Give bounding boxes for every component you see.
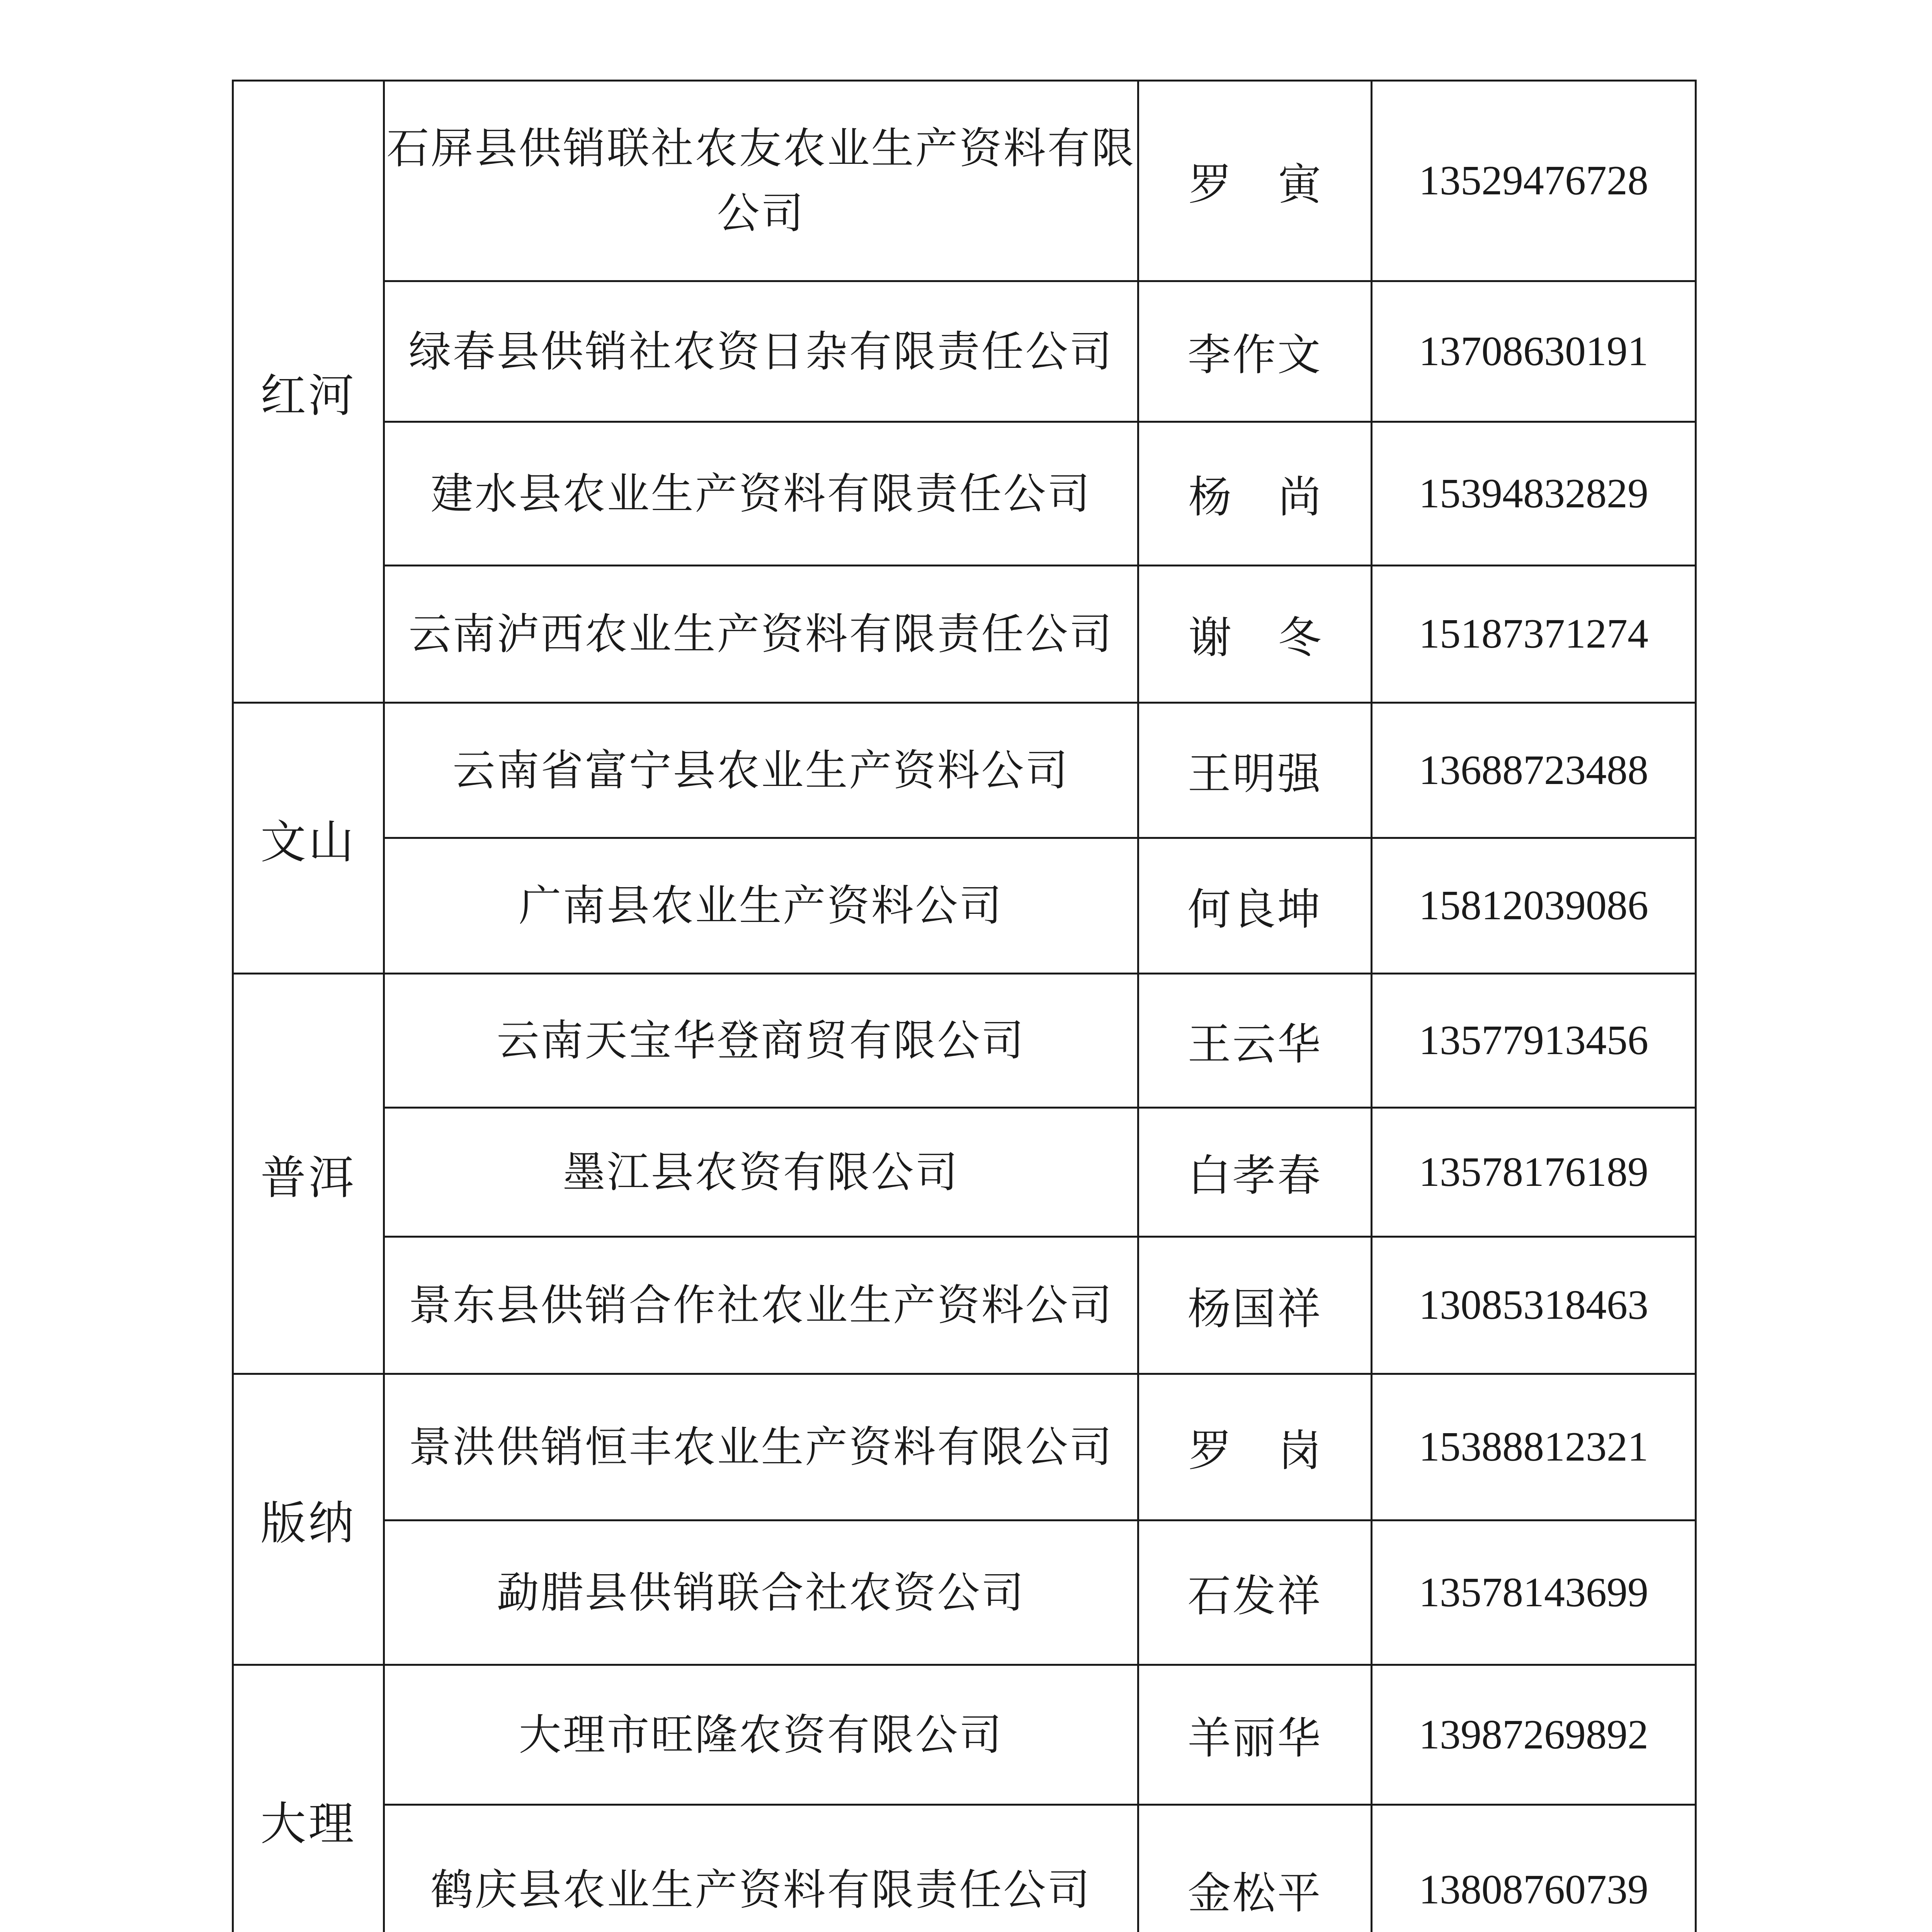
company-cell: 景洪供销恒丰农业生产资料有限公司 (384, 1374, 1138, 1520)
phone-cell: 13577913456 (1372, 974, 1696, 1108)
contact-person-name: 王云华 (1187, 1019, 1322, 1070)
region-cell: 大理 (233, 1665, 384, 1932)
contact-person-name: 白孝春 (1187, 1151, 1322, 1201)
phone-cell: 13987269892 (1372, 1665, 1696, 1805)
contact-person-name: 金松平 (1187, 1868, 1322, 1918)
company-cell: 石屏县供销联社农友农业生产资料有限公司 (384, 81, 1138, 281)
table-row (233, 1374, 1696, 1520)
contact-person-name: 羊丽华 (1187, 1713, 1322, 1764)
table-row (233, 838, 1696, 974)
company-cell: 云南泸西农业生产资料有限责任公司 (384, 566, 1138, 703)
company-cell: 绿春县供销社农资日杂有限责任公司 (384, 281, 1138, 422)
table-row (233, 1665, 1696, 1805)
contact-person-name: 杨尚 (1188, 472, 1368, 522)
region-cell: 版纳 (233, 1374, 384, 1665)
contact-person-cell (1138, 1237, 1372, 1374)
region-cell: 文山 (233, 703, 384, 974)
phone-cell: 13085318463 (1372, 1237, 1696, 1374)
contact-person-name: 罗寅 (1188, 159, 1368, 210)
phone-cell: 13708630191 (1372, 281, 1696, 422)
contact-person-cell (1138, 1520, 1372, 1665)
phone-cell: 13578143699 (1372, 1520, 1696, 1665)
table-row (233, 566, 1696, 703)
region-cell: 红河 (233, 81, 384, 703)
table-row (233, 703, 1696, 838)
phone-cell: 13808760739 (1372, 1805, 1696, 1932)
phone-cell: 13578176189 (1372, 1108, 1696, 1237)
phone-cell: 15394832829 (1372, 422, 1696, 566)
table-row (233, 281, 1696, 422)
phone-cell: 13688723488 (1372, 703, 1696, 838)
table-row (233, 422, 1696, 566)
company-cell: 云南省富宁县农业生产资料公司 (384, 703, 1138, 838)
contact-person-cell (1138, 838, 1372, 974)
phone-cell: 15388812321 (1372, 1374, 1696, 1520)
contact-person-cell (1138, 566, 1372, 703)
company-cell: 勐腊县供销联合社农资公司 (384, 1520, 1138, 1665)
company-cell: 建水县农业生产资料有限责任公司 (384, 422, 1138, 566)
contact-person-cell (1138, 281, 1372, 422)
company-cell: 鹤庆县农业生产资料有限责任公司 (384, 1805, 1138, 1932)
company-cell: 云南天宝华登商贸有限公司 (384, 974, 1138, 1108)
phone-cell: 15187371274 (1372, 566, 1696, 703)
contact-person-cell (1138, 974, 1372, 1108)
table-row (233, 1237, 1696, 1374)
contact-person-name: 石发祥 (1187, 1571, 1322, 1621)
phone-cell: 13529476728 (1372, 81, 1696, 281)
contact-person-cell (1138, 1108, 1372, 1237)
table-row (233, 1805, 1696, 1932)
company-cell: 景东县供销合作社农业生产资料公司 (384, 1237, 1138, 1374)
phone-cell: 15812039086 (1372, 838, 1696, 974)
contact-table (232, 80, 1697, 1932)
contact-person-name: 何良坤 (1187, 884, 1322, 935)
company-cell: 墨江县农资有限公司 (384, 1108, 1138, 1237)
contact-person-name: 罗岗 (1188, 1425, 1368, 1476)
contact-person-cell (1138, 1374, 1372, 1520)
contact-person-cell (1138, 703, 1372, 838)
contact-table-body (233, 81, 1696, 1932)
contact-person-cell (1138, 422, 1372, 566)
contact-person-cell (1138, 1805, 1372, 1932)
company-cell: 大理市旺隆农资有限公司 (384, 1665, 1138, 1805)
contact-person-cell (1138, 81, 1372, 281)
company-cell: 广南县农业生产资料公司 (384, 838, 1138, 974)
contact-person-name: 杨国祥 (1187, 1284, 1322, 1334)
table-row (233, 974, 1696, 1108)
region-cell: 普洱 (233, 974, 384, 1374)
contact-person-name: 谢冬 (1188, 612, 1368, 663)
contact-person-cell (1138, 1665, 1372, 1805)
contact-person-name: 王明强 (1187, 749, 1322, 799)
table-row (233, 81, 1696, 281)
table-row (233, 1520, 1696, 1665)
contact-person-name: 李作文 (1187, 330, 1322, 380)
table-row (233, 1108, 1696, 1237)
